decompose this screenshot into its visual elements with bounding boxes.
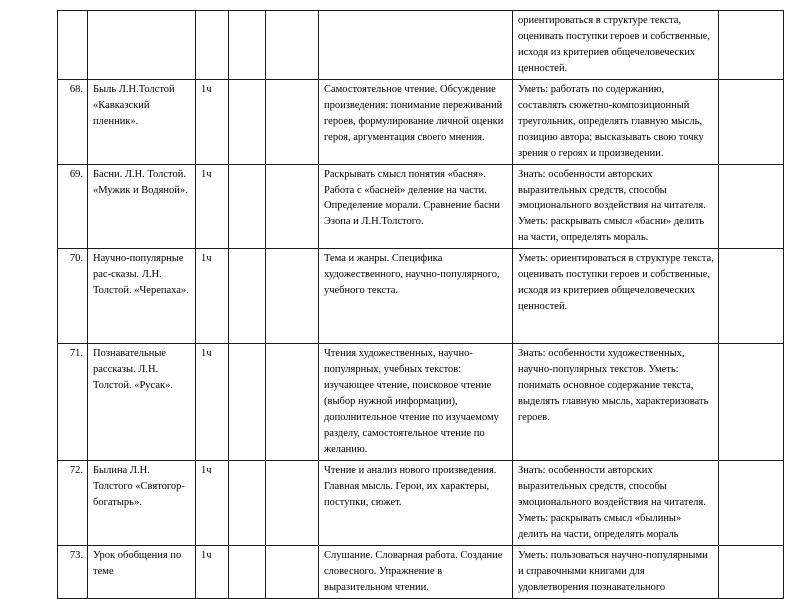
cell-date-fact	[266, 11, 319, 80]
table-body	[58, 11, 784, 599]
cell-skills: Знать: особенности авторских выразительных средств, способы эмоционального воздействия на читателя. Уметь: раскрывать смысл «басни» делить на части, определять мораль.	[513, 164, 719, 249]
cell-hours: 1ч	[196, 249, 229, 344]
lesson-plan-table	[57, 10, 784, 599]
cell-lesson-number: 68.	[58, 79, 88, 164]
table-row	[58, 164, 784, 249]
cell-topic: Былина Л.Н. Толстого «Святогор-богатырь».	[88, 461, 196, 546]
cell-content: Раскрывать смысл понятия «басня». Работа с «басней» деление на части. Определение морали. Сравнение басни Эзопа и Л.Н.Толстого.	[319, 164, 513, 249]
cell-skills: ориентироваться в структуре текста, оценивать поступки героев и собственные, исходя из критериев общечеловеческих ценностей.	[513, 11, 719, 80]
cell-skills: Уметь: работать по содержанию, составлять сюжетно-композиционный треугольник, определять главную мысль, позицию автора; высказывать свою точку зрения о героях и произведении.	[513, 79, 719, 164]
cell-topic: Басни. Л.Н. Толстой. «Мужик и Водяной».	[88, 164, 196, 249]
cell-date-fact	[266, 461, 319, 546]
cell-skills: Знать: особенности художественных, научно-популярных текстов. Уметь: понимать основное содержание текста, выделять главную мысль, характеризовать героев.	[513, 344, 719, 461]
cell-content: Самостоятельное чтение. Обсуждение произведения: понимание переживаний героев, формулирование личной оценки героя, аргументация своего мнения.	[319, 79, 513, 164]
cell-date-fact	[266, 79, 319, 164]
cell-topic	[88, 11, 196, 80]
table-row	[58, 11, 784, 80]
cell-topic: Научно-популярные рас-сказы. Л.Н. Толстой. «Черепаха».	[88, 249, 196, 344]
cell-notes	[719, 545, 784, 598]
cell-notes	[719, 344, 784, 461]
table-row	[58, 249, 784, 344]
cell-date-plan	[229, 249, 266, 344]
cell-lesson-number: 73.	[58, 545, 88, 598]
table-row	[58, 461, 784, 546]
cell-hours: 1ч	[196, 461, 229, 546]
cell-hours	[196, 11, 229, 80]
cell-lesson-number	[58, 11, 88, 80]
cell-date-plan	[229, 164, 266, 249]
cell-hours: 1ч	[196, 79, 229, 164]
cell-content	[319, 11, 513, 80]
cell-date-plan	[229, 545, 266, 598]
cell-notes	[719, 11, 784, 80]
cell-skills: Уметь: ориентироваться в структуре текста, оценивать поступки героев и собственные, исходя из критериев общечеловеческих ценностей.	[513, 249, 719, 344]
cell-notes	[719, 79, 784, 164]
cell-hours: 1ч	[196, 545, 229, 598]
cell-content: Слушание. Словарная работа. Создание словесного. Упражнение в выразительном чтении.	[319, 545, 513, 598]
cell-hours: 1ч	[196, 164, 229, 249]
cell-lesson-number: 70.	[58, 249, 88, 344]
cell-content: Чтения художественных, научно-популярных, учебных текстов: изучающее чтение, поисковое чтение (выбор нужной информации), дополнительное чтение по изучаемому разделу, самостоятельное чтение по желанию.	[319, 344, 513, 461]
cell-date-fact	[266, 249, 319, 344]
cell-notes	[719, 249, 784, 344]
cell-topic: Быль Л.Н.Толстой «Кавказский пленник».	[88, 79, 196, 164]
cell-date-plan	[229, 79, 266, 164]
cell-topic: Урок обобщения по теме	[88, 545, 196, 598]
cell-skills: Уметь: пользоваться научно-популярными и справочными книгами для удовлетворения познавательного	[513, 545, 719, 598]
cell-hours: 1ч	[196, 344, 229, 461]
cell-topic: Познавательные рассказы. Л.Н. Толстой. «Русак».	[88, 344, 196, 461]
cell-content: Чтение и анализ нового произведения. Главная мысль. Герои, их характеры, поступки, сюжет.	[319, 461, 513, 546]
cell-lesson-number: 71.	[58, 344, 88, 461]
cell-date-fact	[266, 164, 319, 249]
cell-lesson-number: 72.	[58, 461, 88, 546]
cell-date-fact	[266, 344, 319, 461]
cell-date-plan	[229, 461, 266, 546]
cell-date-plan	[229, 11, 266, 80]
table-row	[58, 545, 784, 598]
table-row	[58, 79, 784, 164]
cell-date-fact	[266, 545, 319, 598]
cell-lesson-number: 69.	[58, 164, 88, 249]
cell-date-plan	[229, 344, 266, 461]
table-row	[58, 344, 784, 461]
cell-notes	[719, 164, 784, 249]
cell-notes	[719, 461, 784, 546]
cell-skills: Знать: особенности авторских выразительных средств, способы эмоционального воздействия на читателя. Уметь: раскрывать смысл «былины» делить на части, определять мораль	[513, 461, 719, 546]
cell-content: Тема и жанры. Специфика художественного, научно-популярного, учебного текста.	[319, 249, 513, 344]
